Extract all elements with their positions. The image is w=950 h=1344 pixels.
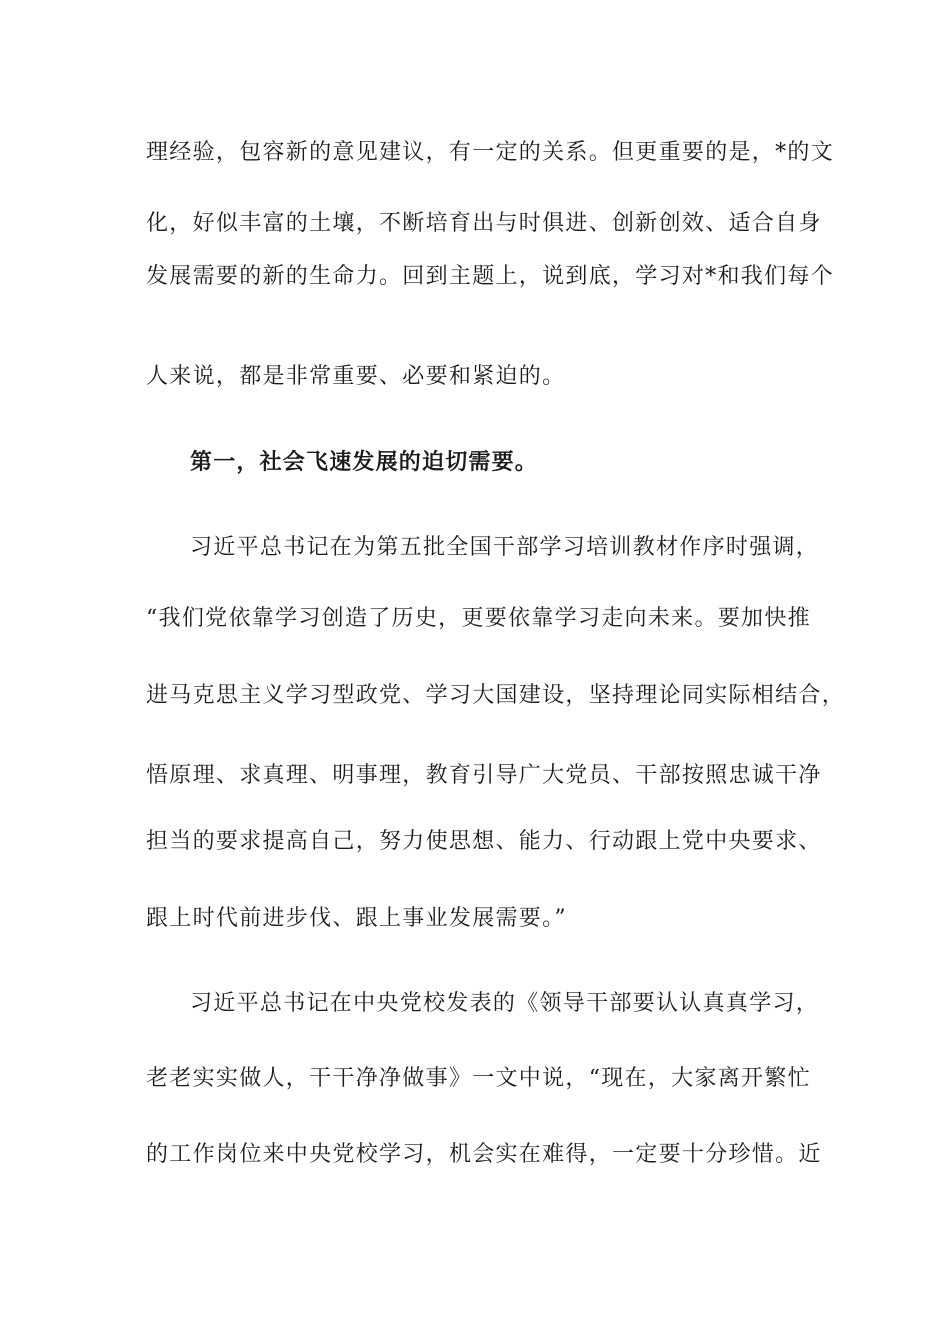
section-heading: 第一，社会飞速发展的迫切需要。 — [190, 449, 539, 475]
paragraph-3-line-2: 老老实实做人，干干净净做事》一文中说，“现在，大家离开繁忙 — [146, 1066, 811, 1091]
paragraph-2-line-6: 跟上时代前进步伐、跟上事业发展需要。” — [146, 906, 567, 931]
paragraph-1-line-3: 发展需要的新的生命力。回到主题上，说到底，学习对*和我们每个 — [146, 264, 835, 289]
paragraph-2-line-4: 悟原理、求真理、明事理，教育引导广大党员、干部按照忠诚干净 — [146, 763, 822, 788]
paragraph-2-line-1: 习近平总书记在为第五批全国干部学习培训教材作序时强调， — [190, 535, 820, 560]
paragraph-2-line-5: 担当的要求提高自己，努力使思想、能力、行动跟上党中央要求、 — [146, 829, 822, 854]
paragraph-1-line-4: 人来说，都是非常重要、必要和紧迫的。 — [146, 364, 566, 389]
paragraph-1-line-2: 化，好似丰富的土壤，不断培育出与时俱进、创新创效、适合自身 — [146, 211, 822, 236]
paragraph-1-line-1: 理经验，包容新的意见建议，有一定的关系。但更重要的是，*的文 — [146, 140, 835, 165]
paragraph-2-line-3: 进马克思主义学习型政党、学习大国建设，坚持理论同实际相结合， — [146, 683, 846, 708]
paragraph-3-line-3: 的工作岗位来中央党校学习，机会实在难得，一定要十分珍惜。近 — [146, 1142, 822, 1167]
paragraph-2-line-2: “我们党依靠学习创造了历史，更要依靠学习走向未来。要加快推 — [146, 606, 811, 631]
paragraph-3-line-1: 习近平总书记在中央党校发表的《领导干部要认认真真学习， — [190, 991, 820, 1016]
